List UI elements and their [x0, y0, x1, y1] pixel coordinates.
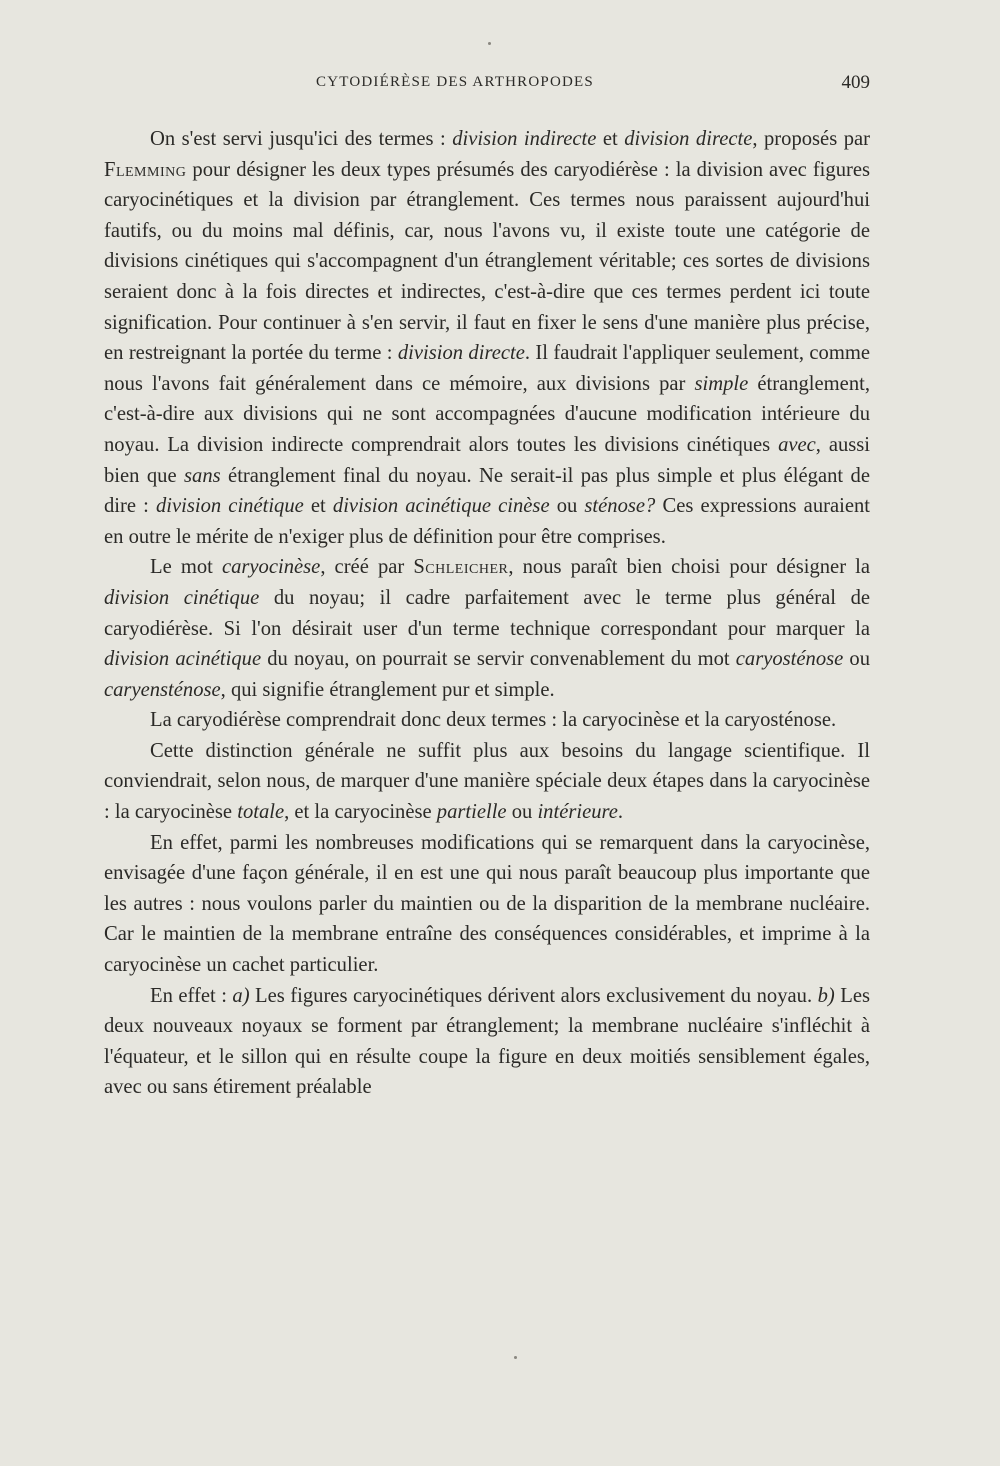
text-run: du noyau; il cadre parfaitement avec le terme plus général de caryodiérèse. Si l'on désirait user d'un terme technique correspondant pour marquer la — [104, 586, 871, 640]
text-run: ou — [549, 495, 585, 518]
paragraph — [104, 828, 870, 981]
italic-term: division acinétique cinèse — [332, 495, 550, 518]
running-title: CYTODIÉRÈSE DES ARTHROPODES — [316, 74, 594, 90]
paper-speck — [514, 1356, 517, 1359]
text-run: . Il faudrait l'appliquer seulement, comme nous l'avons fait généralement dans ce mémoire, aux divisions par — [104, 342, 870, 395]
author-name: Schleicher — [413, 556, 509, 579]
italic-term: b) — [817, 984, 835, 1007]
text-run: On s'est servi jusqu'ici des termes : — [150, 128, 453, 150]
paper-speck — [488, 42, 491, 45]
text-run: Ces expressions auraient en outre le mérite de n'exiger plus de définition pour être comprises. — [104, 495, 870, 548]
text-run: . — [617, 801, 624, 824]
text-run: étranglement final du noyau. Ne serait-il pas plus simple et plus élégant de dire : — [104, 464, 870, 518]
text-run: En effet : — [150, 984, 233, 1007]
author-name: Flemming — [104, 158, 187, 181]
italic-term: simple — [694, 372, 749, 395]
paragraph — [104, 705, 870, 736]
text-run: ou — [506, 801, 538, 824]
text-run: Les figures caryocinétiques dérivent alors exclusivement du noyau. — [249, 984, 818, 1007]
paragraph — [104, 736, 870, 828]
body-text — [104, 124, 870, 1103]
italic-term: division cinétique — [104, 586, 260, 609]
italic-term: division directe — [397, 342, 525, 365]
text-run: , proposés par — [752, 128, 870, 150]
italic-term: division acinétique — [104, 648, 262, 671]
paragraph — [104, 552, 870, 705]
text-run: La caryodiérèse comprendrait donc deux termes : la caryocinèse et la caryosténose. — [150, 709, 837, 732]
italic-term: sans — [184, 464, 221, 487]
italic-term: division cinétique — [155, 495, 304, 518]
text-run: , aussi bien que — [104, 433, 871, 487]
text-run: Les deux nouveaux noyaux se forment par étranglement; la membrane nucléaire s'infléchit à l'équateur, et le sillon qui en résulte coupe la figure en deux moitiés sensiblement égales, avec ou sans étirement préalable — [104, 984, 870, 1099]
italic-term: sténose? — [584, 495, 656, 518]
text-run: et — [303, 495, 333, 518]
text-run: Cette distinction générale ne suffit plus aux besoins du langage scientifique. Il conviendrait, selon nous, de marquer d'une manière spéciale deux étapes dans la caryocinèse : la caryocinèse — [104, 739, 870, 824]
page-number: 409 — [841, 72, 870, 93]
paragraph — [104, 981, 870, 1103]
text-run: et — [596, 128, 625, 150]
text-run: , nous paraît bien choisi pour désigner la — [508, 556, 871, 579]
text-run: En effet, parmi les nombreuses modifications qui se remarquent dans la caryocinèse, envisagée d'une façon générale, il en est une qui nous paraît beaucoup plus importante que les autres : nous voulons parler du maintien ou de la disparition de la membrane nucléaire. Car le maintien de la membrane entraîne des conséquences considérables, et imprime à la caryocinèse un cachet particulier. — [104, 831, 870, 977]
text-run: pour désigner les deux types présumés des caryodiérèse : la division avec figures caryocinétiques et la division par étranglement. Ces termes nous paraissent aujourd'hui fautifs, ou du moins mal définis, car, nous l'avons vu, il existe toute une catégorie de divisions cinétiques qui s'accompagnent d'un étranglement véritable; ces sortes de divisions seraient donc à la fois directes et indirectes, c'est-à-dire que ces termes perdent ici toute signification. Pour continuer à s'en servir, il faut en fixer le sens d'une manière plus précise, en restreignant la portée du terme : — [104, 158, 870, 365]
text-run: , créé par — [320, 556, 414, 579]
paragraph — [104, 124, 870, 552]
italic-term: division directe — [624, 128, 753, 150]
italic-term: division indirecte — [452, 128, 597, 150]
italic-term: avec — [778, 433, 816, 456]
text-run: , qui signifie étranglement pur et simple. — [220, 678, 555, 701]
page-header — [104, 72, 870, 96]
italic-term: totale — [237, 801, 285, 824]
text-run: du noyau, on pourrait se servir convenablement du mot — [261, 648, 736, 671]
italic-term: intérieure — [537, 801, 618, 824]
text-run: étranglement, c'est-à-dire aux divisions qui ne sont accompagnées d'aucune modification intérieure du noyau. La division indirecte comprendrait alors toutes les divisions cinétiques — [104, 372, 870, 456]
italic-term: caryocinèse — [221, 556, 321, 579]
italic-term: caryensténose — [104, 678, 221, 701]
italic-term: a) — [232, 984, 250, 1007]
text-run: , et la caryocinèse — [284, 801, 437, 824]
text-run: ou — [843, 648, 870, 671]
italic-term: partielle — [436, 801, 507, 824]
italic-term: caryosténose — [735, 648, 844, 671]
text-run: Le mot — [150, 556, 222, 579]
